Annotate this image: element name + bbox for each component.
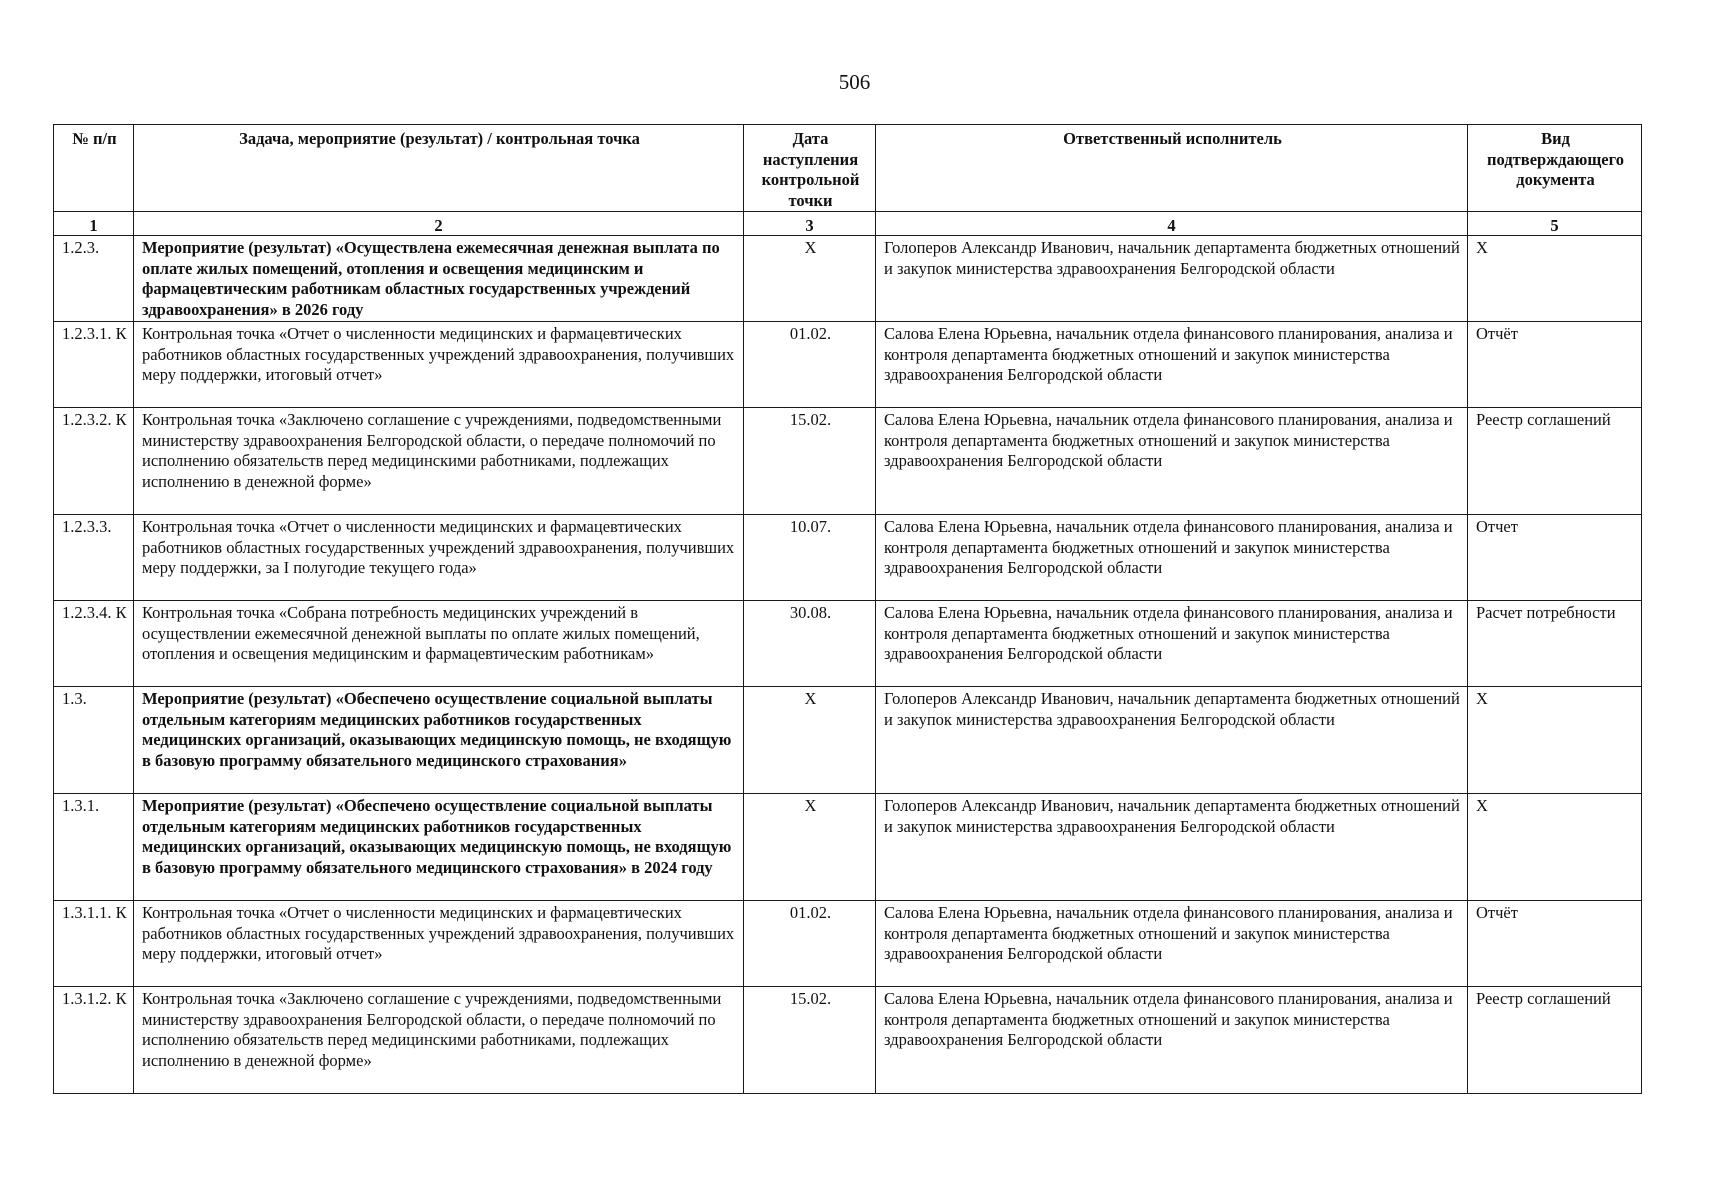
row-date: 30.08. [744, 601, 876, 687]
row-document: Реестр соглашений [1468, 987, 1642, 1094]
row-document: Расчет потребности [1468, 601, 1642, 687]
row-task: Контрольная точка «Отчет о численности медицинских и фармацевтических работников областных государственных учреждений здравоохранения, получивших меру поддержки, итоговый отчет» [134, 901, 744, 987]
table-header-row [54, 125, 1642, 212]
row-date: 01.02. [744, 322, 876, 408]
row-task: Контрольная точка «Заключено соглашение с учреждениями, подведомственными министерству здравоохранения Белгородской области, о передаче полномочий по исполнению обязательств перед медицинскими работниками, подлежащих исполнению в денежной форме» [134, 408, 744, 515]
row-document: Отчёт [1468, 322, 1642, 408]
row-task: Контрольная точка «Заключено соглашение с учреждениями, подведомственными министерству здравоохранения Белгородской области, о передаче полномочий по исполнению обязательств перед медицинскими работниками, подлежащих исполнению в денежной форме» [134, 987, 744, 1094]
table-row [54, 408, 1642, 515]
row-number: 1.3.1.1. К [54, 901, 134, 987]
column-number: 1 [54, 212, 134, 236]
page-number: 506 [838, 70, 871, 94]
table-row [54, 236, 1642, 322]
row-task: Контрольная точка «Собрана потребность медицинских учреждений в осуществлении ежемесячной денежной выплаты по оплате жилых помещений, отопления и освещения медицинским и фармацевтическим работникам» [134, 601, 744, 687]
table-row [54, 901, 1642, 987]
row-date: Х [744, 687, 876, 794]
row-number: 1.2.3.2. К [54, 408, 134, 515]
row-number: 1.3.1. [54, 794, 134, 901]
row-executor: Салова Елена Юрьевна, начальник отдела финансового планирования, анализа и контроля департамента бюджетных отношений и закупок министерства здравоохранения Белгородской области [876, 601, 1468, 687]
table-row [54, 515, 1642, 601]
table-row [54, 601, 1642, 687]
table-row [54, 987, 1642, 1094]
row-number: 1.2.3.3. [54, 515, 134, 601]
row-date: 10.07. [744, 515, 876, 601]
row-executor: Голоперов Александр Иванович, начальник департамента бюджетных отношений и закупок министерства здравоохранения Белгородской области [876, 236, 1468, 322]
header-task: Задача, мероприятие (результат) / контрольная точка [134, 125, 744, 212]
header-executor: Ответственный исполнитель [876, 125, 1468, 212]
row-task: Контрольная точка «Отчет о численности медицинских и фармацевтических работников областных государственных учреждений здравоохранения, получивших меру поддержки, итоговый отчет» [134, 322, 744, 408]
row-number: 1.3. [54, 687, 134, 794]
header-num: № п/п [54, 125, 134, 212]
row-executor: Салова Елена Юрьевна, начальник отдела финансового планирования, анализа и контроля департамента бюджетных отношений и закупок министерства здравоохранения Белгородской области [876, 515, 1468, 601]
row-document: Х [1468, 236, 1642, 322]
row-document: Реестр соглашений [1468, 408, 1642, 515]
row-document: Отчёт [1468, 901, 1642, 987]
control-points-table [53, 124, 1642, 1094]
column-number: 5 [1468, 212, 1642, 236]
row-document: Х [1468, 687, 1642, 794]
row-date: 15.02. [744, 408, 876, 515]
row-date: 15.02. [744, 987, 876, 1094]
row-executor: Голоперов Александр Иванович, начальник департамента бюджетных отношений и закупок министерства здравоохранения Белгородской области [876, 687, 1468, 794]
row-executor: Салова Елена Юрьевна, начальник отдела финансового планирования, анализа и контроля департамента бюджетных отношений и закупок министерства здравоохранения Белгородской области [876, 322, 1468, 408]
header-date: Дата наступления контрольной точки [744, 125, 876, 212]
row-task: Мероприятие (результат) «Обеспечено осуществление социальной выплаты отдельным категориям медицинских работников государственных медицинских организаций, оказывающих медицинскую помощь, не входящую в базовую программу обязательного медицинского страхования» [134, 687, 744, 794]
row-date: 01.02. [744, 901, 876, 987]
row-number: 1.2.3.1. К [54, 322, 134, 408]
row-executor: Салова Елена Юрьевна, начальник отдела финансового планирования, анализа и контроля департамента бюджетных отношений и закупок министерства здравоохранения Белгородской области [876, 987, 1468, 1094]
row-executor: Голоперов Александр Иванович, начальник департамента бюджетных отношений и закупок министерства здравоохранения Белгородской области [876, 794, 1468, 901]
table-row [54, 322, 1642, 408]
row-number: 1.2.3. [54, 236, 134, 322]
column-number: 3 [744, 212, 876, 236]
row-date: Х [744, 236, 876, 322]
row-executor: Салова Елена Юрьевна, начальник отдела финансового планирования, анализа и контроля департамента бюджетных отношений и закупок министерства здравоохранения Белгородской области [876, 901, 1468, 987]
row-executor: Салова Елена Юрьевна, начальник отдела финансового планирования, анализа и контроля департамента бюджетных отношений и закупок министерства здравоохранения Белгородской области [876, 408, 1468, 515]
row-document: Х [1468, 794, 1642, 901]
table-row [54, 794, 1642, 901]
row-task: Контрольная точка «Отчет о численности медицинских и фармацевтических работников областных государственных учреждений здравоохранения, получивших меру поддержки, за I полугодие текущего года» [134, 515, 744, 601]
column-number: 4 [876, 212, 1468, 236]
column-number-row [54, 212, 1642, 236]
row-date: Х [744, 794, 876, 901]
table-row [54, 687, 1642, 794]
row-document: Отчет [1468, 515, 1642, 601]
row-task: Мероприятие (результат) «Обеспечено осуществление социальной выплаты отдельным категориям медицинских работников государственных медицинских организаций, оказывающих медицинскую помощь, не входящую в базовую программу обязательного медицинского страхования» в 2024 году [134, 794, 744, 901]
column-number: 2 [134, 212, 744, 236]
row-number: 1.2.3.4. К [54, 601, 134, 687]
row-task: Мероприятие (результат) «Осуществлена ежемесячная денежная выплата по оплате жилых помещений, отопления и освещения медицинским и фармацевтическим работникам областных государственных учреждений здравоохранения» в 2026 году [134, 236, 744, 322]
header-doc: Вид подтверждающего документа [1468, 125, 1642, 212]
row-number: 1.3.1.2. К [54, 987, 134, 1094]
